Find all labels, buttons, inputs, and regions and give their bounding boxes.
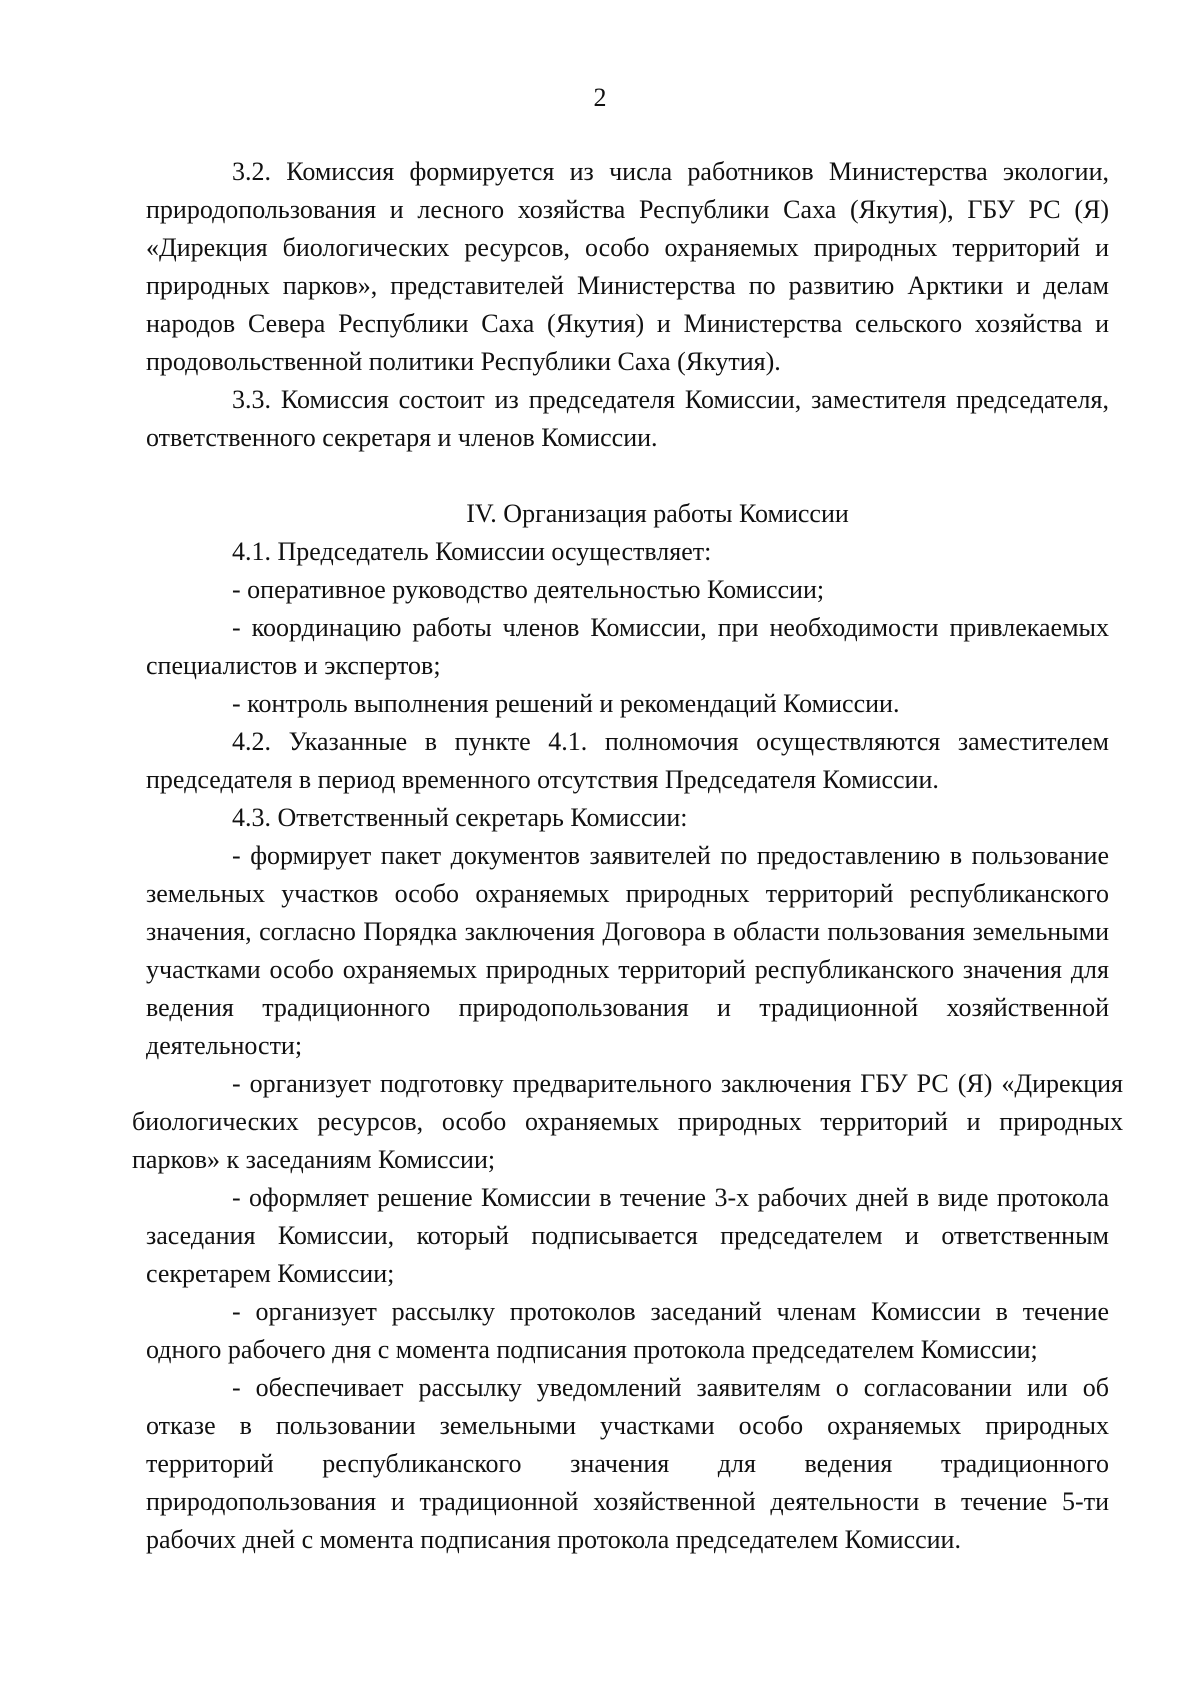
paragraph-4-2: 4.2. Указанные в пункте 4.1. полномочия осуществляются заместителем председателя в период временного отсутствия Председателя Комиссии. (146, 727, 1109, 794)
paragraph-4-1: 4.1. Председатель Комиссии осуществляет: (232, 537, 712, 566)
paragraph-3-3: 3.3. Комиссия состоит из председателя Комиссии, заместителя председателя, ответственного секретаря и членов Комиссии. (146, 385, 1109, 452)
list-item-4-3-b: - организует подготовку предварительного заключения ГБУ РС (Я) «Дирекция биологических ресурсов, особо охраняемых природных территорий и природных парков» к заседаниям Комиссии; (132, 1069, 1123, 1174)
list-item-4-3-e: - обеспечивает рассылку уведомлений заявителям о согласовании или об отказе в пользовании земельными участками особо охраняемых природных территорий республиканского значения для ведения традиционного природопользования и традиционной хозяйственной деятельности в течение 5-ти рабочих дней с момента подписания протокола председателем Комиссии. (146, 1373, 1109, 1554)
section-heading-iv: IV. Организация работы Комиссии (466, 499, 849, 528)
paragraph-3-2: 3.2. Комиссия формируется из числа работников Министерства экологии, природопользования и лесного хозяйства Республики Саха (Якутия), ГБУ РС (Я) «Дирекция биологических ресурсов, особо охраняемых природных территорий и природных парков», представителей Министерства по развитию Арктики и делам народов Севера Республики Саха (Якутия) и Министерства сельского хозяйства и продовольственной политики Республики Саха (Якутия). (146, 157, 1109, 376)
list-item-4-1-b: - координацию работы членов Комиссии, при необходимости привлекаемых специалистов и экспертов; (146, 613, 1109, 680)
document-body (132, 153, 1123, 1559)
list-item-4-3-a: - формирует пакет документов заявителей по предоставлению в пользование земельных участков особо охраняемых природных территорий республиканского значения, согласно Порядка заключения Договора в области пользования земельными участками особо охраняемых природных территорий республиканского значения для ведения традиционного природопользования и традиционной хозяйственной деятельности; (146, 841, 1109, 1060)
list-item-4-3-d: - организует рассылку протоколов заседаний членам Комиссии в течение одного рабочего дня с момента подписания протокола председателем Комиссии; (146, 1297, 1109, 1364)
list-item-4-1-a: - оперативное руководство деятельностью Комиссии; (232, 575, 825, 604)
list-item-4-3-c: - оформляет решение Комиссии в течение 3-х рабочих дней в виде протокола заседания Комиссии, который подписывается председателем и ответственным секретарем Комиссии; (146, 1183, 1109, 1288)
list-item-4-1-c: - контроль выполнения решений и рекомендаций Комиссии. (232, 689, 900, 718)
page-number: 2 (593, 83, 607, 112)
paragraph-4-3: 4.3. Ответственный секретарь Комиссии: (232, 803, 688, 832)
